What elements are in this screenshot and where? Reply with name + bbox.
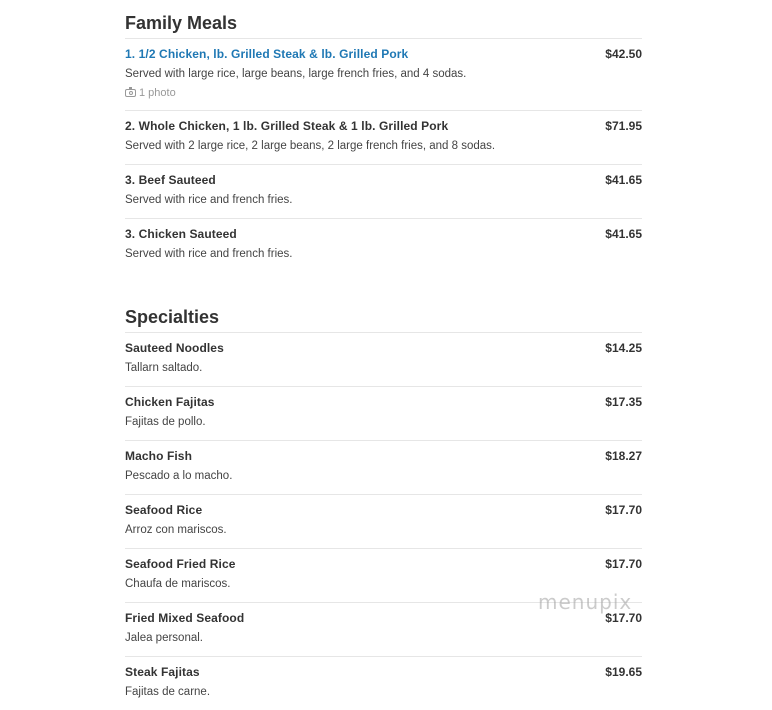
menu-item-price: $18.27	[605, 449, 642, 463]
menu-item	[125, 164, 642, 218]
menu-item-description: Fajitas de pollo.	[125, 416, 206, 428]
menu-item-name-link[interactable]: 1. 1/2 Chicken, lb. Grilled Steak & lb. Grilled Pork	[125, 47, 409, 61]
section-spacer	[125, 272, 642, 294]
menu-item-name: Chicken Fajitas	[125, 395, 215, 409]
camera-icon	[125, 89, 136, 97]
photo-count: 1 photo	[139, 87, 176, 99]
menu-item-price: $17.70	[605, 557, 642, 571]
menu-item-description: Served with 2 large rice, 2 large beans, 2 large french fries, and 8 sodas.	[125, 140, 496, 152]
menu-item-description: Fajitas de carne.	[125, 686, 211, 698]
menu-item-description: Served with large rice, large beans, large french fries, and 4 sodas.	[125, 68, 467, 80]
section-family-meals	[125, 0, 642, 272]
menu-item-price: $17.70	[605, 503, 642, 517]
menu-item	[125, 440, 642, 494]
menu-item-price: $14.25	[605, 341, 642, 355]
menu-item-description: Tallarn saltado.	[125, 362, 203, 374]
menu-item-price: $17.35	[605, 395, 642, 409]
menu-item-name: 3. Chicken Sauteed	[125, 227, 237, 241]
menu-item-name: Sauteed Noodles	[125, 341, 224, 355]
menu-item-description: Arroz con mariscos.	[125, 524, 227, 536]
section-title: Specialties	[125, 307, 220, 327]
menu-item-description: Jalea personal.	[125, 632, 203, 644]
menu-item-name: Seafood Fried Rice	[125, 557, 236, 571]
watermark-logo: menupix	[538, 590, 633, 614]
menu-item-price: $41.65	[605, 173, 642, 187]
menu-item-description: Served with rice and french fries.	[125, 194, 293, 206]
menu-item-name: 2. Whole Chicken, 1 lb. Grilled Steak & 1 lb. Grilled Pork	[125, 119, 449, 133]
menu-item	[125, 386, 642, 440]
menu-item-name: 3. Beef Sauteed	[125, 173, 216, 187]
menu-item-price: $19.65	[605, 665, 642, 679]
menu-item-name: Steak Fajitas	[125, 665, 200, 679]
menu-item	[125, 494, 642, 548]
menu-item-name: Seafood Rice	[125, 503, 203, 517]
menu-item-description: Served with rice and french fries.	[125, 248, 293, 260]
menu-item-description: Pescado a lo macho.	[125, 470, 233, 482]
menu-item-name: Fried Mixed Seafood	[125, 611, 245, 625]
menu-item-price: $41.65	[605, 227, 642, 241]
menu-item	[125, 38, 642, 110]
menu-item	[125, 656, 642, 710]
menu-item-price: $71.95	[605, 119, 642, 133]
menu-item	[125, 218, 642, 272]
menu-item-price: $42.50	[605, 47, 642, 61]
section-specialties	[125, 294, 642, 710]
menu-item	[125, 332, 642, 386]
menu-item-description: Chaufa de mariscos.	[125, 578, 231, 590]
section-title: Family Meals	[125, 13, 238, 33]
menu-item-name: Macho Fish	[125, 449, 193, 463]
photo-link[interactable]	[125, 86, 642, 100]
menu-item-price: $17.70	[605, 611, 642, 625]
menu-item	[125, 110, 642, 164]
